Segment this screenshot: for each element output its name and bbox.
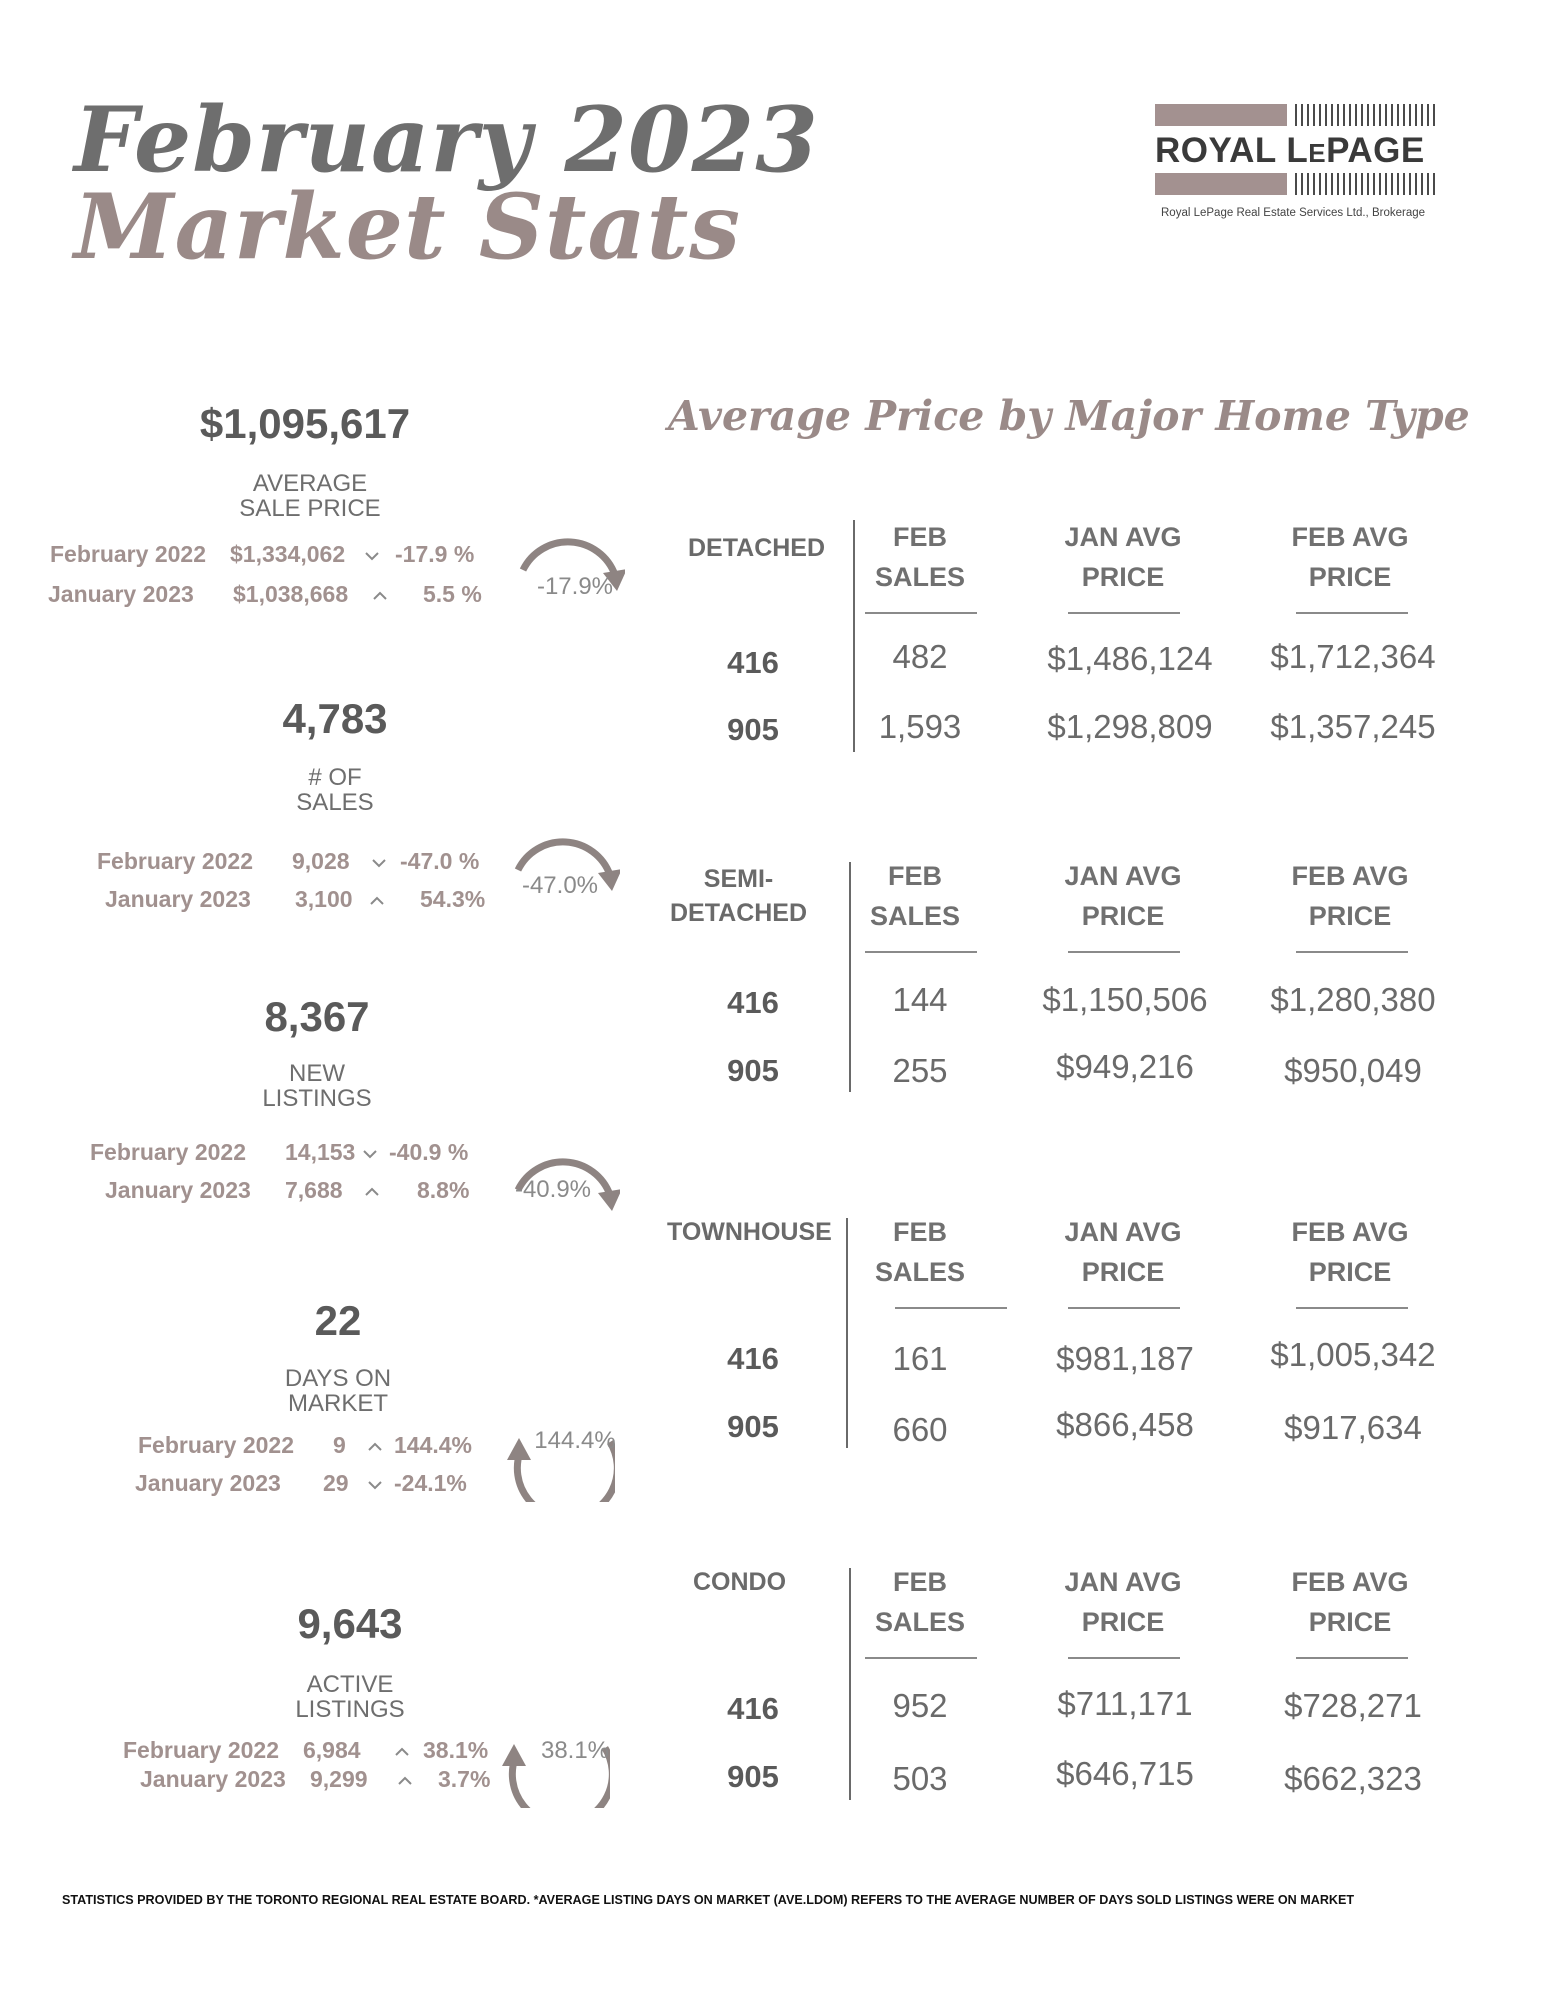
header-jan-avg: JAN AVG PRICE [1064,861,1182,931]
cell-jan-price: $1,486,124 [1047,640,1213,677]
stat-dom-row-2: January 2023 29 -24.1% [135,1470,467,1496]
chevron-up-icon [370,894,384,908]
stat-new-listings-value: 8,367 [264,993,370,1040]
region-code: 416 [727,645,779,680]
stat-new-listings-label: NEW LISTINGS [262,1060,372,1112]
stat-new-listings-row-2: January 2023 7,688 8.8% [105,1177,470,1203]
header-feb-avg: FEB AVG PRICE [1291,861,1409,931]
category-townhouse: TOWNHOUSE [667,1218,832,1246]
category-semi-detached: SEMI- DETACHED [670,865,808,927]
cell-feb-price: $1,005,342 [1270,1336,1436,1373]
category-detached: DETACHED [688,534,826,562]
title-line-2: Market Stats [74,174,742,280]
chevron-down-icon [368,1478,382,1492]
header-jan-avg: JAN AVG PRICE [1064,1217,1182,1287]
arc-pct-3: -40.9% [514,1176,592,1203]
chevron-up-icon [373,589,387,603]
arc-pct-2: -47.0% [521,872,599,899]
logo-wordmark: ROYAL LEPAGE [1155,131,1425,170]
cell-sales: 482 [892,638,948,675]
cell-sales: 144 [892,981,948,1018]
stat-avg-price-row-1: February 2022 $1,334,062 -17.9 % [50,541,475,567]
arc-pct-1: -17.9% [536,573,614,600]
arc-pct-4: 144.4% [534,1427,616,1454]
section-title: Average Price by Major Home Type [668,392,1470,440]
cell-feb-price: $1,712,364 [1270,638,1436,675]
cell-jan-price: $949,216 [1056,1048,1194,1085]
stat-sales-label: # OF SALES [296,764,374,816]
header-jan-avg: JAN AVG PRICE [1064,1567,1182,1637]
stat-dom-row-1: February 2022 9 144.4% [138,1432,473,1458]
cell-feb-price: $950,049 [1284,1052,1422,1089]
cell-feb-price: $662,323 [1284,1760,1422,1797]
cell-jan-price: $866,458 [1056,1406,1194,1443]
cell-feb-price: $728,271 [1284,1687,1422,1724]
chevron-up-icon [365,1185,379,1199]
header-feb-sales: FEB SALES [874,1567,966,1637]
region-code: 905 [727,1759,779,1794]
header-feb-avg: FEB AVG PRICE [1291,522,1409,592]
region-code: 416 [727,1341,779,1376]
stat-active-value: 9,643 [297,1600,403,1647]
header-feb-avg: FEB AVG PRICE [1291,1567,1409,1637]
chevron-up-icon [398,1774,412,1788]
cell-jan-price: $711,171 [1057,1685,1193,1722]
header-jan-avg: JAN AVG PRICE [1064,522,1182,592]
stat-new-listings-row-1: February 2022 14,153 -40.9 % [90,1139,469,1165]
stat-active-row-1: February 2022 6,984 38.1% [123,1737,489,1763]
cell-jan-price: $1,150,506 [1042,981,1208,1018]
stat-active-label: ACTIVE LISTINGS [295,1671,405,1723]
region-code: 416 [727,985,779,1020]
royal-lepage-logo [1155,100,1435,230]
header-feb-avg: FEB AVG PRICE [1291,1217,1409,1287]
cell-sales: 1,593 [878,708,962,745]
cell-sales: 161 [892,1340,948,1377]
chevron-up-icon [368,1440,382,1454]
chevron-down-icon [372,856,386,870]
title-line-1: February 2023 [74,87,819,193]
cell-sales: 255 [892,1052,948,1089]
stat-sales-row-2: January 2023 3,100 54.3% [105,886,486,912]
region-code: 905 [727,712,779,747]
cell-sales: 952 [892,1687,948,1724]
footer-note: STATISTICS PROVIDED BY THE TORONTO REGIONAL REAL ESTATE BOARD. *AVERAGE LISTING DAYS ON MARKET (AVE.LDOM) REFERS TO THE AVERAGE NUMBER OF DAYS SOLD LISTINGS WERE ON MARKET [62,1893,1355,1907]
cell-jan-price: $1,298,809 [1047,708,1213,745]
region-code: 905 [727,1053,779,1088]
region-code: 416 [727,1691,779,1726]
region-code: 905 [727,1409,779,1444]
header-feb-sales: FEB SALES [874,522,966,592]
stat-dom-value: 22 [314,1297,362,1344]
category-condo: CONDO [693,1568,787,1596]
logo-subtitle: Royal LePage Real Estate Services Ltd., Brokerage [1161,207,1426,219]
stat-dom-label: DAYS ON MARKET [284,1365,392,1417]
chevron-down-icon [365,549,379,563]
stat-sales-value: 4,783 [282,695,388,742]
chevron-down-icon [363,1147,377,1161]
chevron-up-icon [395,1745,409,1759]
stat-avg-price-value: $1,095,617 [199,400,411,447]
cell-sales: 660 [892,1411,948,1448]
header-feb-sales: FEB SALES [874,1217,966,1287]
header-feb-sales: FEB SALES [869,861,961,931]
cell-sales: 503 [892,1760,948,1797]
stat-sales-row-1: February 2022 9,028 -47.0 % [97,848,480,874]
stat-active-row-2: January 2023 9,299 3.7% [140,1766,491,1792]
cell-jan-price: $981,187 [1056,1340,1194,1377]
cell-feb-price: $1,280,380 [1270,981,1436,1018]
arc-pct-5: 38.1% [540,1737,610,1764]
cell-feb-price: $917,634 [1284,1409,1422,1446]
cell-feb-price: $1,357,245 [1270,708,1436,745]
stat-avg-price-label: AVERAGE SALE PRICE [239,470,381,522]
stat-avg-price-row-2: January 2023 $1,038,668 5.5 % [48,581,482,607]
cell-jan-price: $646,715 [1056,1755,1194,1792]
